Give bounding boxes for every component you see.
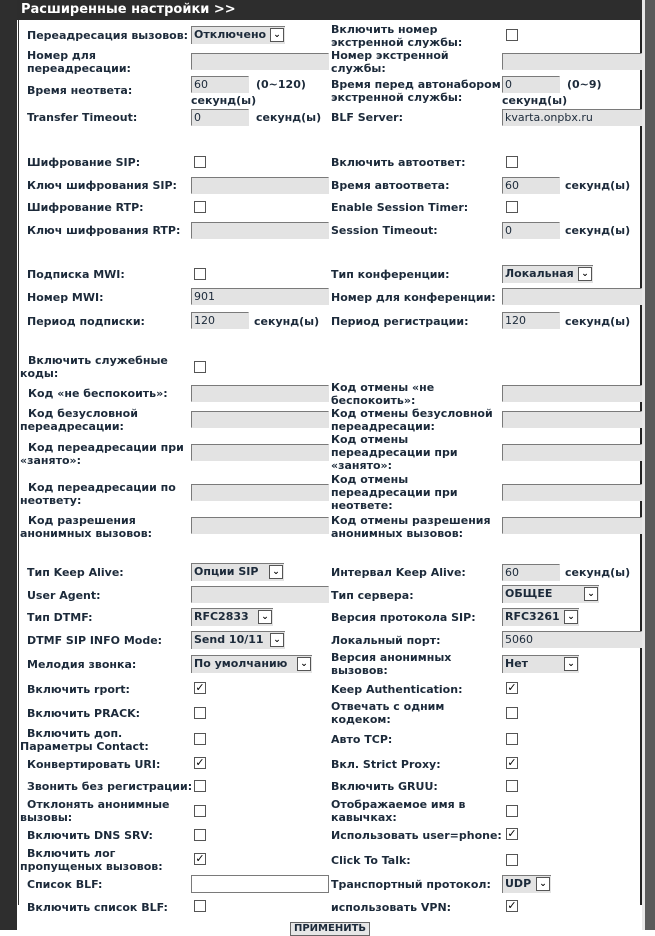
keepalive-interval-unit: секунд(ы) [565,566,631,579]
use-vpn-label: использовать VPN: [331,901,452,914]
blf-server-input[interactable]: kvarta.onpbx.ru [502,109,642,126]
sip-key-input[interactable] [191,177,329,194]
click-to-talk-label: Click To Talk: [331,854,411,867]
use-vpn-checkbox[interactable] [506,900,518,912]
anon-allow-label: Код разрешения анонимных вызовов: [20,514,153,540]
gruu-checkbox[interactable] [506,780,518,792]
rtp-encryption-label: Шифрование RTP: [27,201,144,214]
extra-contact-checkbox[interactable] [194,733,206,745]
transport-protocol-label: Транспортный протокол: [331,878,491,891]
single-codec-label: Отвечать с одним кодеком: [331,700,445,726]
no-answer-unit: секунд(ы) [191,94,257,107]
chevron-down-icon: ⌄ [564,610,578,624]
emergency-number-input[interactable] [502,53,642,70]
server-type-select[interactable] [502,585,599,603]
user-agent-label: User Agent: [27,589,101,602]
check-icon: ✓ [195,756,205,769]
chevron-down-icon: ⌄ [269,565,283,579]
enable-blf-list-label: Включить список BLF: [27,901,168,914]
cfu-code-label: Код безусловной переадресации: [20,407,138,433]
dnd-code-input[interactable] [191,385,329,402]
subscribe-period-label: Период подписки: [27,315,145,328]
call-no-register-label: Звонить без регистрации: [27,780,193,793]
chevron-down-icon: ⌄ [297,657,311,671]
call-no-register-checkbox[interactable] [194,780,206,792]
cfb-code-input[interactable] [191,444,329,461]
check-icon: ✓ [195,852,205,865]
conference-type-value: Локальная [505,267,574,280]
anon-allow-input[interactable] [191,517,329,534]
conference-number-input[interactable] [502,288,642,305]
auto-answer-unit: секунд(ы) [565,179,631,192]
blf-server-label: BLF Server: [331,111,403,124]
cfu-code-input[interactable] [191,411,329,428]
chevron-down-icon: ⌄ [270,28,284,42]
keepalive-type-select[interactable] [191,563,284,581]
anon-cancel-input[interactable] [502,517,642,534]
strict-proxy-checkbox[interactable] [506,757,518,769]
keep-auth-label: Keep Authentication: [331,683,463,696]
call-forward-value: Отключено [194,28,267,41]
auto-tcp-label: Авто TCP: [331,733,393,746]
scrollbar[interactable] [645,0,655,930]
mwi-number-input[interactable]: 901 [191,288,329,305]
cfb-cancel-input[interactable] [502,444,642,461]
transfer-timeout-input[interactable]: 0 [191,109,249,126]
anon-version-label: Версия анонимных вызовов: [331,651,452,677]
dnd-cancel-label: Код отмены «не беспокоить»: [331,381,435,407]
session-timeout-unit: секунд(ы) [565,224,631,237]
mwi-subscribe-label: Подписка MWI: [27,268,125,281]
rtp-key-label: Ключ шифрования RTP: [27,224,181,237]
extra-contact-label: Включить доп. Параметры Contact: [20,727,149,753]
cfu-cancel-input[interactable] [502,411,642,428]
ringtone-label: Мелодия звонка: [27,658,137,671]
keepalive-interval-input[interactable]: 60 [502,564,560,581]
cfna-code-input[interactable] [191,484,329,501]
blf-list-input[interactable] [191,875,329,893]
panel-border-left [18,20,19,905]
register-period-unit: секунд(ы) [565,315,631,328]
convert-uri-label: Конвертировать URI: [27,758,161,771]
ringtone-select[interactable] [191,655,312,673]
emergency-delay-label: Время перед автонабором экстренной службы: [331,78,501,104]
auto-answer-time-label: Время автоответа: [331,179,450,192]
check-icon: ✓ [195,681,205,694]
cfna-cancel-input[interactable] [502,484,642,501]
cfb-cancel-label: Код отмены переадресации при «занято»: [331,433,458,472]
cfu-cancel-label: Код отмены безусловной переадресации: [331,407,493,433]
missed-log-label: Включить лог пропущеных вызовов: [20,847,163,873]
subscribe-period-unit: секунд(ы) [254,315,320,328]
check-icon: ✓ [507,756,517,769]
reject-anon-checkbox[interactable] [194,805,206,817]
anon-version-select[interactable] [502,655,579,673]
server-type-value: ОБЩЕЕ [505,587,553,600]
call-forward-label: Переадресация вызовов: [27,29,189,42]
emergency-enable-checkbox[interactable] [506,29,518,41]
sip-encryption-label: Шифрование SIP: [27,156,141,169]
prack-label: Включить PRACK: [27,707,141,720]
register-period-input[interactable]: 120 [502,312,560,329]
chevron-down-icon: ⌄ [536,877,550,891]
session-timer-label: Enable Session Timer: [331,201,469,214]
auto-answer-checkbox[interactable] [506,156,518,168]
user-phone-checkbox[interactable] [506,828,518,840]
dtmf-type-label: Тип DTMF: [27,611,93,624]
chevron-down-icon: ⌄ [270,633,284,647]
reject-anon-label: Отклонять анонимные вызовы: [20,798,170,824]
conference-number-label: Номер для конференции: [331,291,496,304]
dtmf-info-label: DTMF SIP INFO Mode: [27,634,163,647]
keepalive-type-label: Тип Keep Alive: [27,566,124,579]
sip-key-label: Ключ шифрования SIP: [27,179,177,192]
section-header[interactable]: Расширенные настройки >> [17,0,642,20]
emergency-number-label: Номер экстренной службы: [331,49,449,75]
service-codes-checkbox[interactable] [194,361,206,373]
sip-encryption-checkbox[interactable] [194,156,206,168]
auto-tcp-checkbox[interactable] [506,733,518,745]
emergency-delay-range: (0~9) [567,78,602,91]
dnd-code-label: Код «не беспокоить»: [28,387,168,400]
dns-srv-checkbox[interactable] [194,829,206,841]
emergency-delay-input[interactable]: 0 [502,76,560,93]
session-timer-checkbox[interactable] [506,201,518,213]
dtmf-type-select[interactable] [191,608,273,626]
session-timeout-input[interactable]: 0 [502,222,560,239]
convert-uri-checkbox[interactable] [194,757,206,769]
check-icon: ✓ [507,827,517,840]
transport-protocol-value: UDP [505,877,532,890]
cfna-cancel-label: Код отмены переадресации при неответе: [331,473,458,512]
local-port-input[interactable]: 5060 [502,631,642,648]
click-to-talk-checkbox[interactable] [506,854,518,866]
auto-answer-label: Включить автоответ: [331,156,466,169]
quoted-name-label: Отображаемое имя в кавычках: [331,798,466,824]
conference-type-select[interactable] [502,265,593,283]
sip-version-value: RFC3261 [505,610,560,623]
no-answer-range: (0~120) [256,78,306,91]
gruu-label: Включить GRUU: [331,780,438,793]
quoted-name-checkbox[interactable] [506,805,518,817]
emergency-enable-label: Включить номер экстренной службы: [331,23,463,49]
dtmf-type-value: RFC2833 [194,610,249,623]
enable-blf-list-checkbox[interactable] [194,900,206,912]
anon-cancel-label: Код отмены разрешения анонимных вызовов: [331,514,491,540]
conference-type-label: Тип конференции: [331,268,450,281]
service-codes-label: Включить служебные коды: [20,354,168,380]
check-icon: ✓ [507,681,517,694]
forward-number-input[interactable] [191,53,329,70]
mwi-subscribe-checkbox[interactable] [194,268,206,280]
rport-checkbox[interactable] [194,682,206,694]
no-answer-time-label: Время неответа: [27,84,133,97]
missed-log-checkbox[interactable] [194,853,206,865]
dtmf-info-select[interactable] [191,631,285,649]
sip-version-select[interactable] [502,608,579,626]
call-forward-select[interactable] [191,26,285,44]
keepalive-type-value: Опции SIP [194,565,259,578]
cfna-code-label: Код переадресации по неответу: [20,481,176,507]
rtp-encryption-checkbox[interactable] [194,201,206,213]
mwi-number-label: Номер MWI: [27,291,104,304]
forward-number-label: Номер для переадресации: [27,49,131,75]
prack-checkbox[interactable] [194,707,206,719]
apply-button[interactable]: ПРИМЕНИТЬ [290,922,370,936]
cfb-code-label: Код переадресации при «занято»: [20,441,184,467]
single-codec-checkbox[interactable] [506,707,518,719]
session-timeout-label: Session Timeout: [331,224,438,237]
rport-label: Включить rport: [27,683,130,696]
server-type-label: Тип сервера: [331,589,414,602]
transport-protocol-select[interactable] [502,875,551,893]
keep-auth-checkbox[interactable] [506,682,518,694]
chevron-down-icon: ⌄ [578,267,592,281]
dnd-cancel-input[interactable] [502,385,642,402]
chevron-down-icon: ⌄ [258,610,272,624]
dtmf-info-value: Send 10/11 [194,633,264,646]
emergency-delay-unit: секунд(ы) [502,94,568,107]
chevron-down-icon: ⌄ [564,657,578,671]
check-icon: ✓ [507,899,517,912]
auto-answer-time-input[interactable]: 60 [502,177,560,194]
register-period-label: Период регистрации: [331,315,469,328]
keepalive-interval-label: Интервал Keep Alive: [331,566,466,579]
strict-proxy-label: Вкл. Strict Proxy: [331,758,441,771]
transfer-timeout-label: Transfer Timeout: [27,111,138,124]
transfer-timeout-unit: секунд(ы) [256,111,322,124]
user-agent-input[interactable] [191,586,329,603]
dns-srv-label: Включить DNS SRV: [27,829,153,842]
left-sidebar [0,0,17,930]
no-answer-time-input[interactable]: 60 [191,76,249,93]
sip-version-label: Версия протокола SIP: [331,611,476,624]
chevron-down-icon: ⌄ [584,587,598,601]
user-phone-label: Использовать user=phone: [331,829,502,842]
rtp-key-input[interactable] [191,222,329,239]
local-port-label: Локальный порт: [331,634,441,647]
blf-list-label: Список BLF: [27,878,103,891]
anon-version-value: Нет [505,657,529,670]
subscribe-period-input[interactable]: 120 [191,312,249,329]
ringtone-value: По умолчанию [194,657,288,670]
